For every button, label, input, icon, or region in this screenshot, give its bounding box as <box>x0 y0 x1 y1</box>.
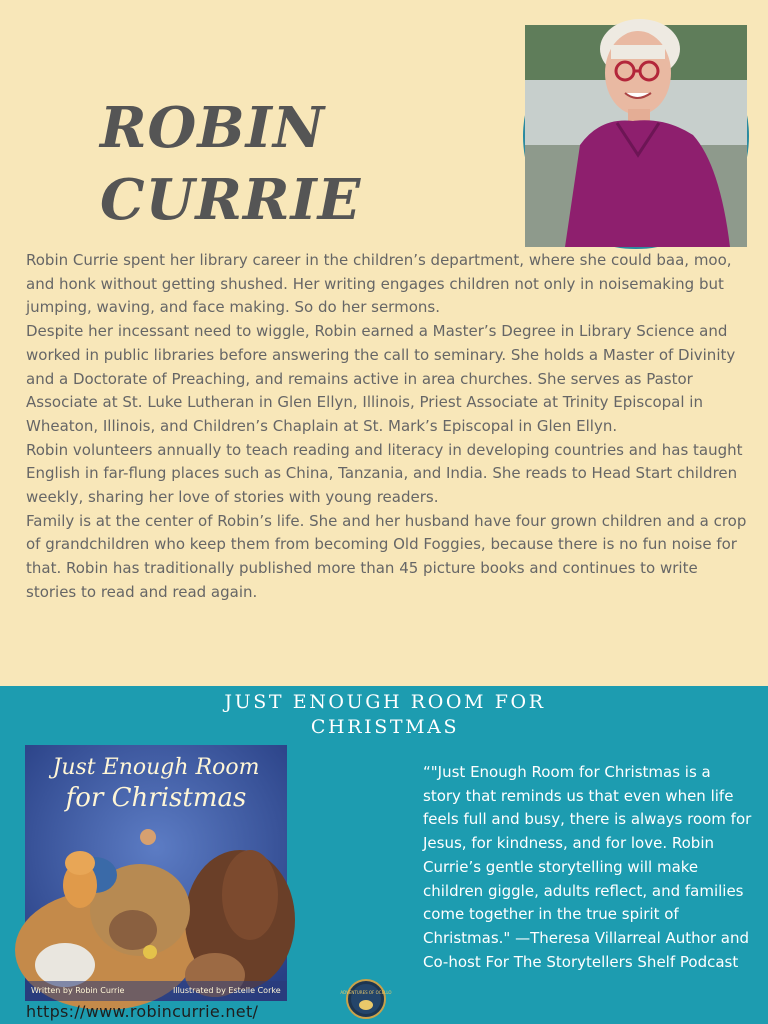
logo-text: ADVENTURES OF OCELLO <box>340 990 392 995</box>
book-title-line2: CHRISTMAS <box>310 716 460 738</box>
book-cover <box>25 745 287 1001</box>
bio-text <box>26 249 750 605</box>
book-review-quote <box>423 761 753 974</box>
author-name-line2: CURRIE <box>100 167 362 233</box>
author-portrait-image <box>525 25 747 247</box>
cover-written-by: Written by Robin Currie <box>31 986 125 995</box>
author-photo <box>523 23 749 249</box>
author-name-line1: ROBIN <box>100 95 326 161</box>
cover-title-line1: Just Enough Room <box>52 755 260 780</box>
podcast-logo <box>340 979 392 1019</box>
cover-title-line2: for Christmas <box>65 783 247 813</box>
book-title <box>180 690 590 740</box>
author-name <box>100 92 500 236</box>
website-link[interactable]: https://www.robincurrie.net/ <box>26 1002 259 1021</box>
book-title-line1: JUST ENOUGH ROOM FOR <box>224 691 546 713</box>
cover-illustrated-by: Illustrated by Estelle Corke <box>173 986 281 995</box>
bio-paragraph: Robin volunteers annually to teach reading and literacy in developing countries and has taught English in far-flung places such as China, Tanzania, and India. She reads to Head Start children weekly, sharing her love of stories with young readers. <box>26 440 743 507</box>
bio-paragraph: Family is at the center of Robin’s life. She and her husband have four grown children and a crop of grandchildren who keep them from becoming Old Foggies, because there is no fun noise for that. Robin has traditionally published more than 45 picture books and continues to write stories to read and read again. <box>26 511 747 601</box>
bio-paragraph: Robin Currie spent her library career in the children’s department, where she could baa, moo, and honk without getting shushed. Her writing engages children not only in noisemaking but jumping, waving, and face making. So do her sermons. <box>26 251 732 317</box>
logo-emblem-icon <box>340 981 392 1017</box>
bio-paragraph: Despite her incessant need to wiggle, Robin earned a Master’s Degree in Library Science and worked in public libraries before answering the call to seminary. She holds a Master of Divinity and a Doctorate of Preaching, and remains active in area churches. She serves as Pastor Associate at St. Luke Lutheran in Glen Ellyn, Illinois, Priest Associate at Trinity Episcopal in Wheaton, Illinois, and Children’s Chaplain at St. Mark’s Episcopal in Glen Ellyn. <box>26 322 736 435</box>
quote-text: “"Just Enough Room for Christmas is a story that reminds us that even when life feels full and busy, there is always room for Jesus, for kindness, and for love. Robin Currie’s gentle storytelling will make children giggle, adults reflect, and families come together in the true spirit of Christmas." —Theresa Villarreal Author and Co-host For The Storytellers Shelf Podcast <box>423 763 752 971</box>
